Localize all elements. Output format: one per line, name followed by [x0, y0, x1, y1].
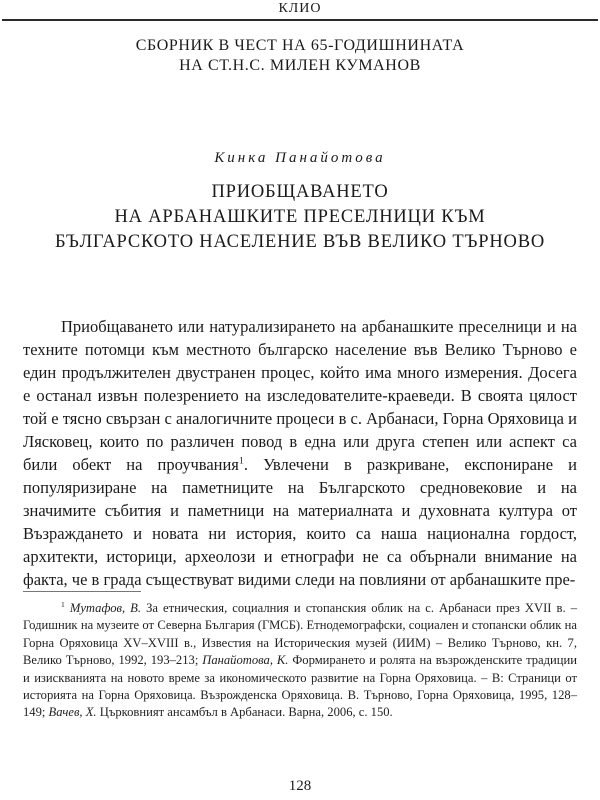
footnote-rule [23, 591, 141, 592]
series-title [0, 36, 600, 76]
footnote-number: 1 [61, 599, 65, 609]
article-title-line-3: БЪЛГАРСКОТО НАСЕЛЕНИЕ ВЪВ ВЕЛИКО ТЪРНОВО [54, 232, 545, 252]
footnote [23, 600, 577, 722]
footnote-text-2: Формирането и ролята на възрожденските традиции и изискванията на новото време за икономическото развитие на Горна Оряховица. – В: Страници от историята на Горна Оряховица. Възрожденска Оряховица. В. Търново, Горна Оряховица, 1995, 128–149; [23, 653, 577, 720]
body-text [23, 315, 577, 591]
header-rule [2, 19, 598, 21]
footnote-author-3: Вачев, Х. [48, 705, 97, 720]
page-number: 128 [288, 778, 312, 794]
article-title-line-2: НА АРБАНАШКИТЕ ПРЕСЕЛНИЦИ КЪМ [114, 207, 486, 227]
series-title-line-2: НА СТ.Н.С. МИЛЕН КУМАНОВ [179, 57, 421, 74]
footnote-author-1: Мутафов, В. [69, 601, 142, 615]
series-title-line-1: СБОРНИК В ЧЕСТ НА 65-ГОДИШНИНАТА [135, 37, 465, 54]
article-title [0, 180, 600, 255]
body-text-part-1: Приобщаването или натурализирането на арбанашките преселници и на техните потомци към местното българско население във Велико Търново е един продължителен двустранен процес, който има много измерения. Досега е останал извън полезрението на изследователите-краеведи. В своята цялост той е тясно свързан с аналогичните процеси в с. Арбанаси, Горна Оряховица и Лясковец, които по различен повод в една или друга степен или аспект са били обект на проучвания [23, 317, 577, 474]
footnote-reference[interactable]: 1 [238, 455, 244, 467]
footnote-author-2: Панайотова, К. [202, 653, 289, 668]
footnote-paragraph [23, 600, 577, 722]
body-text-part-2: . Увлечени в разкриване, експониране и популяризиране на паметниците на Българското средновековие и на значимите събития и паметници на материалната и духовната култура от Възраждането и новата ни история, които са наша национална гордост, архитекти, историци, археолози и етнографи не са обърнали внимание на факта, че в града съществуват видими следи на повлияни от арбанашките пре- [23, 455, 577, 589]
body-paragraph [23, 315, 577, 591]
article-title-line-1: ПРИОБЩАВАНЕТО [211, 182, 389, 202]
footnote-text-3: Църковният ансамбъл в Арбанаси. Варна, 2006, с. 150. [96, 705, 393, 720]
article-author: Кинка Панайотова [214, 150, 386, 166]
running-head: КЛИО [278, 1, 322, 16]
footnote-text-1: За етническия, социалния и стопанския облик на с. Арбанаси през XVII в. – Годишник на музеите от Северна България (ГМСБ). Етнодемографски, социален и стопански облик на Горна Оряховица XV–XVIII в., Известия на Историческия музей (ИИМ) – Велико Търново, кн. 7, Велико Търново, 1992, 193–213; [23, 601, 577, 668]
